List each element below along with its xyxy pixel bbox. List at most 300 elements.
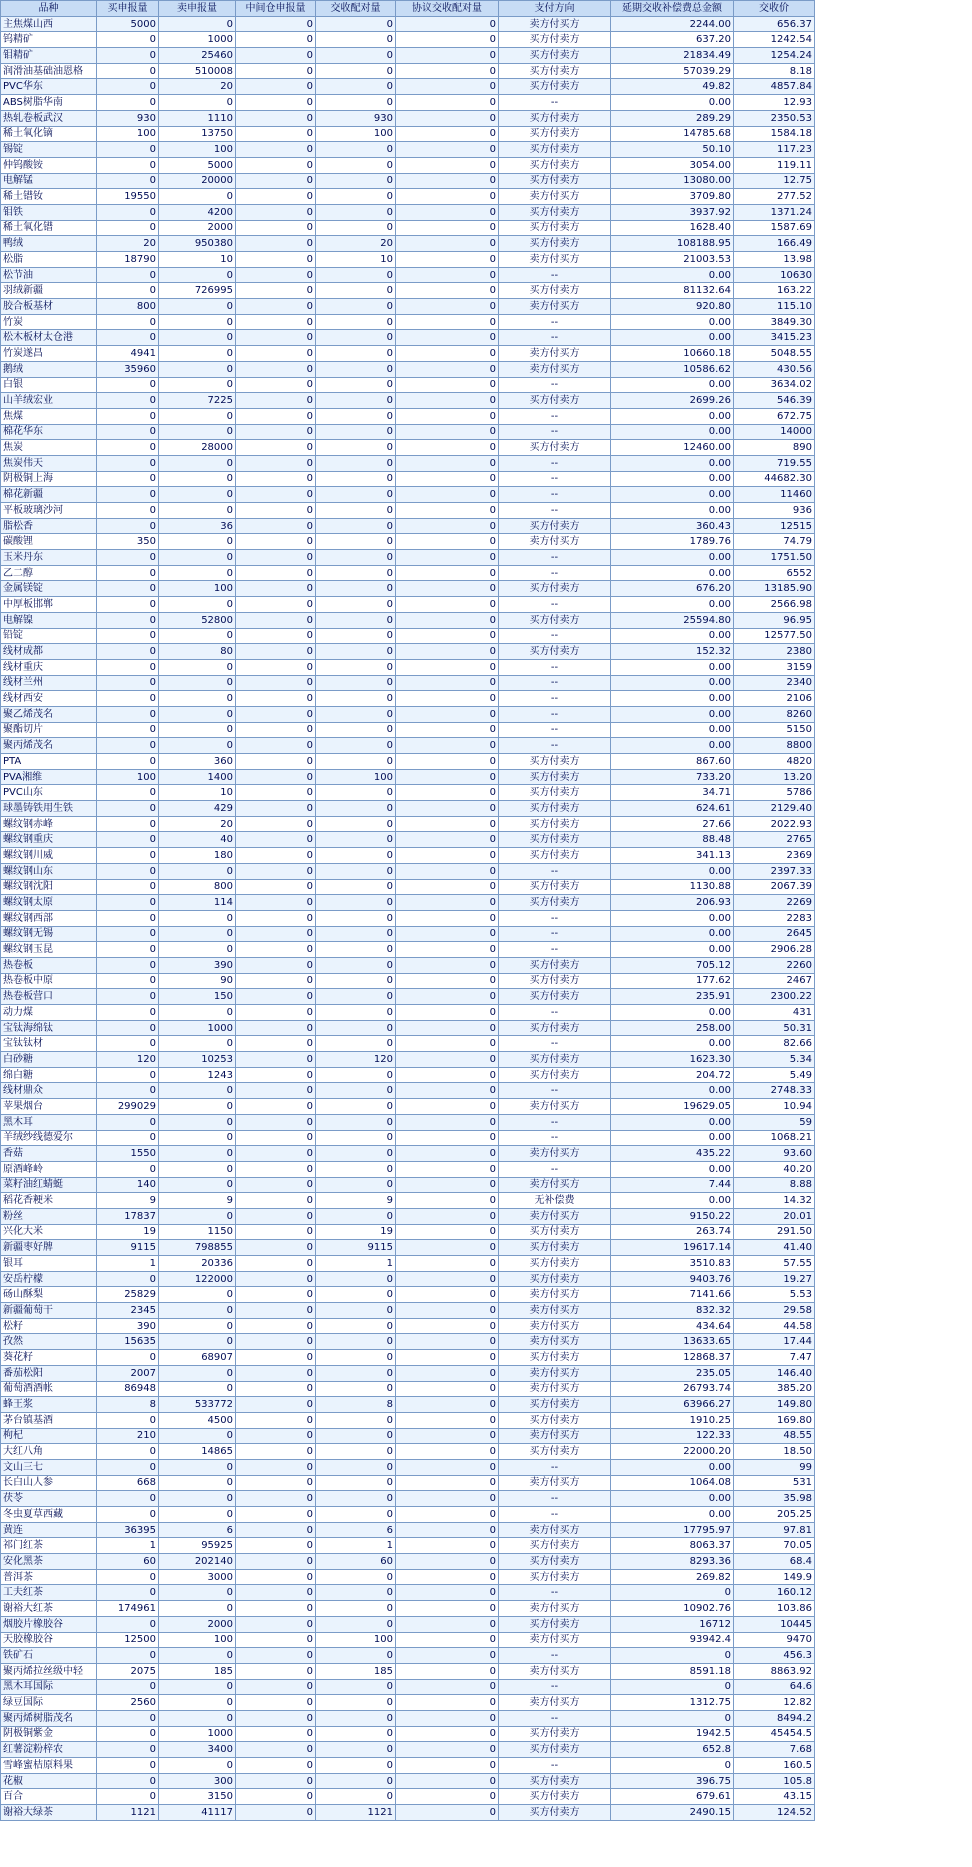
cell-col-product: 普洱茶 <box>1 1569 97 1585</box>
cell-col-price: 70.05 <box>734 1538 815 1554</box>
table-row <box>1 534 815 550</box>
cell-col-match-qty: 0 <box>316 1459 396 1475</box>
cell-col-pay-direction: 买方付卖方 <box>499 1020 611 1036</box>
cell-col-pay-direction: 买方付卖方 <box>499 1224 611 1240</box>
cell-col-buy-qty: 0 <box>97 754 159 770</box>
cell-col-match-qty: 19 <box>316 1224 396 1240</box>
cell-col-price: 12.93 <box>734 95 815 111</box>
cell-col-price: 431 <box>734 1005 815 1021</box>
cell-col-price: 160.5 <box>734 1758 815 1774</box>
cell-col-mid-qty: 0 <box>236 1208 316 1224</box>
cell-col-agreement-qty: 0 <box>396 471 499 487</box>
cell-col-sell-qty: 180 <box>159 848 236 864</box>
cell-col-compensation: 360.43 <box>611 518 734 534</box>
cell-col-agreement-qty: 0 <box>396 440 499 456</box>
cell-col-compensation: 152.32 <box>611 644 734 660</box>
cell-col-mid-qty: 0 <box>236 346 316 362</box>
cell-col-buy-qty: 0 <box>97 675 159 691</box>
table-row <box>1 1569 815 1585</box>
cell-col-match-qty: 0 <box>316 189 396 205</box>
cell-col-price: 5.53 <box>734 1287 815 1303</box>
cell-col-price: 10445 <box>734 1616 815 1632</box>
table-row <box>1 1365 815 1381</box>
cell-col-match-qty: 0 <box>316 1130 396 1146</box>
cell-col-match-qty: 0 <box>316 659 396 675</box>
cell-col-sell-qty: 95925 <box>159 1538 236 1554</box>
cell-col-sell-qty: 0 <box>159 1365 236 1381</box>
cell-col-agreement-qty: 0 <box>396 1397 499 1413</box>
cell-col-pay-direction: -- <box>499 926 611 942</box>
cell-col-mid-qty: 0 <box>236 1742 316 1758</box>
cell-col-mid-qty: 0 <box>236 1036 316 1052</box>
cell-col-match-qty: 0 <box>316 95 396 111</box>
cell-col-pay-direction: 买方付卖方 <box>499 173 611 189</box>
table-row <box>1 1114 815 1130</box>
cell-col-pay-direction: 买方付卖方 <box>499 393 611 409</box>
cell-col-price: 50.31 <box>734 1020 815 1036</box>
cell-col-compensation: 13080.00 <box>611 173 734 189</box>
cell-col-mid-qty: 0 <box>236 1256 316 1272</box>
cell-col-product: 热卷板营口 <box>1 989 97 1005</box>
table-row <box>1 769 815 785</box>
cell-col-agreement-qty: 0 <box>396 503 499 519</box>
cell-col-compensation: 0.00 <box>611 377 734 393</box>
cell-col-product: 螺纹钢无锡 <box>1 926 97 942</box>
cell-col-match-qty: 0 <box>316 1287 396 1303</box>
cell-col-match-qty: 0 <box>316 1365 396 1381</box>
cell-col-match-qty: 0 <box>316 848 396 864</box>
cell-col-price: 2397.33 <box>734 863 815 879</box>
cell-col-product: 羽绒新疆 <box>1 283 97 299</box>
cell-col-mid-qty: 0 <box>236 1114 316 1130</box>
cell-col-agreement-qty: 0 <box>396 1522 499 1538</box>
cell-col-price: 12.75 <box>734 173 815 189</box>
cell-col-product: 枸杞 <box>1 1428 97 1444</box>
cell-col-mid-qty: 0 <box>236 1569 316 1585</box>
cell-col-price: 4857.84 <box>734 79 815 95</box>
cell-col-agreement-qty: 0 <box>396 1005 499 1021</box>
cell-col-product: 聚丙烯拉丝级中轻 <box>1 1663 97 1679</box>
cell-col-compensation: 3709.80 <box>611 189 734 205</box>
cell-col-pay-direction: 卖方付买方 <box>499 1334 611 1350</box>
cell-col-sell-qty: 0 <box>159 1161 236 1177</box>
cell-col-agreement-qty: 0 <box>396 1334 499 1350</box>
cell-col-buy-qty: 0 <box>97 1726 159 1742</box>
cell-col-price: 40.20 <box>734 1161 815 1177</box>
header-col-product: 品种 <box>1 1 97 17</box>
table-row <box>1 455 815 471</box>
cell-col-compensation: 25594.80 <box>611 612 734 628</box>
cell-col-agreement-qty: 0 <box>396 1805 499 1821</box>
cell-col-agreement-qty: 0 <box>396 252 499 268</box>
cell-col-sell-qty: 0 <box>159 424 236 440</box>
cell-col-sell-qty: 0 <box>159 503 236 519</box>
cell-col-product: 稀土镨钕 <box>1 189 97 205</box>
cell-col-mid-qty: 0 <box>236 691 316 707</box>
cell-col-price: 8800 <box>734 738 815 754</box>
table-row <box>1 1475 815 1491</box>
cell-col-product: PVC华东 <box>1 79 97 95</box>
cell-col-sell-qty: 100 <box>159 1632 236 1648</box>
table-row <box>1 1522 815 1538</box>
table-row <box>1 283 815 299</box>
table-row <box>1 863 815 879</box>
cell-col-match-qty: 20 <box>316 236 396 252</box>
cell-col-pay-direction: 卖方付买方 <box>499 1381 611 1397</box>
table-row <box>1 16 815 32</box>
cell-col-product: 玉米丹东 <box>1 550 97 566</box>
cell-col-pay-direction: -- <box>499 487 611 503</box>
cell-col-match-qty: 0 <box>316 503 396 519</box>
cell-col-buy-qty: 0 <box>97 1005 159 1021</box>
cell-col-match-qty: 0 <box>316 957 396 973</box>
table-row <box>1 628 815 644</box>
cell-col-buy-qty: 0 <box>97 581 159 597</box>
cell-col-agreement-qty: 0 <box>396 1256 499 1272</box>
cell-col-buy-qty: 668 <box>97 1475 159 1491</box>
table-row <box>1 1350 815 1366</box>
cell-col-product: 红薯淀粉梓农 <box>1 1742 97 1758</box>
table-row <box>1 314 815 330</box>
cell-col-compensation: 81132.64 <box>611 283 734 299</box>
cell-col-buy-qty: 0 <box>97 220 159 236</box>
cell-col-buy-qty: 0 <box>97 801 159 817</box>
cell-col-product: 香菇 <box>1 1146 97 1162</box>
cell-col-price: 14000 <box>734 424 815 440</box>
cell-col-pay-direction: 买方付卖方 <box>499 63 611 79</box>
cell-col-mid-qty: 0 <box>236 16 316 32</box>
cell-col-buy-qty: 0 <box>97 377 159 393</box>
cell-col-product: 棉花新疆 <box>1 487 97 503</box>
cell-col-compensation: 9403.76 <box>611 1271 734 1287</box>
cell-col-compensation: 0.00 <box>611 691 734 707</box>
cell-col-product: 螺纹钢山东 <box>1 863 97 879</box>
cell-col-pay-direction: 买方付卖方 <box>499 957 611 973</box>
cell-col-sell-qty: 0 <box>159 299 236 315</box>
table-row <box>1 848 815 864</box>
cell-col-buy-qty: 60 <box>97 1554 159 1570</box>
cell-col-match-qty: 9 <box>316 1193 396 1209</box>
cell-col-price: 105.8 <box>734 1773 815 1789</box>
table-row <box>1 1146 815 1162</box>
cell-col-match-qty: 0 <box>316 628 396 644</box>
cell-col-pay-direction: 买方付卖方 <box>499 1726 611 1742</box>
cell-col-compensation: 705.12 <box>611 957 734 973</box>
cell-col-product: ABS树脂华南 <box>1 95 97 111</box>
cell-col-compensation: 0.00 <box>611 738 734 754</box>
cell-col-buy-qty: 350 <box>97 534 159 550</box>
cell-col-pay-direction: 卖方付买方 <box>499 1632 611 1648</box>
cell-col-match-qty: 0 <box>316 1114 396 1130</box>
cell-col-price: 3159 <box>734 659 815 675</box>
table-row <box>1 1067 815 1083</box>
cell-col-buy-qty: 0 <box>97 487 159 503</box>
cell-col-mid-qty: 0 <box>236 644 316 660</box>
cell-col-pay-direction: -- <box>499 863 611 879</box>
cell-col-agreement-qty: 0 <box>396 722 499 738</box>
cell-col-compensation: 8063.37 <box>611 1538 734 1554</box>
cell-col-agreement-qty: 0 <box>396 220 499 236</box>
cell-col-agreement-qty: 0 <box>396 550 499 566</box>
cell-col-pay-direction: -- <box>499 1083 611 1099</box>
cell-col-pay-direction: 卖方付买方 <box>499 1146 611 1162</box>
table-row <box>1 48 815 64</box>
cell-col-buy-qty: 4941 <box>97 346 159 362</box>
cell-col-sell-qty: 0 <box>159 722 236 738</box>
cell-col-product: 阴极铜上海 <box>1 471 97 487</box>
cell-col-sell-qty: 1000 <box>159 1020 236 1036</box>
cell-col-compensation: 0.00 <box>611 1491 734 1507</box>
cell-col-match-qty: 0 <box>316 1789 396 1805</box>
cell-col-product: 茯苓 <box>1 1491 97 1507</box>
table-row <box>1 1789 815 1805</box>
cell-col-mid-qty: 0 <box>236 1397 316 1413</box>
cell-col-pay-direction: -- <box>499 1679 611 1695</box>
cell-col-agreement-qty: 0 <box>396 79 499 95</box>
cell-col-price: 12515 <box>734 518 815 534</box>
cell-col-product: 锡锭 <box>1 142 97 158</box>
table-row <box>1 722 815 738</box>
cell-col-mid-qty: 0 <box>236 48 316 64</box>
cell-col-pay-direction: 买方付卖方 <box>499 848 611 864</box>
cell-col-compensation: 1130.88 <box>611 879 734 895</box>
cell-col-product: 安岳柠檬 <box>1 1271 97 1287</box>
cell-col-match-qty: 0 <box>316 989 396 1005</box>
cell-col-mid-qty: 0 <box>236 754 316 770</box>
cell-col-pay-direction: 买方付卖方 <box>499 1773 611 1789</box>
cell-col-agreement-qty: 0 <box>396 1067 499 1083</box>
cell-col-sell-qty: 0 <box>159 1303 236 1319</box>
cell-col-agreement-qty: 0 <box>396 330 499 346</box>
cell-col-buy-qty: 0 <box>97 393 159 409</box>
cell-col-mid-qty: 0 <box>236 126 316 142</box>
cell-col-buy-qty: 0 <box>97 471 159 487</box>
cell-col-match-qty: 0 <box>316 393 396 409</box>
cell-col-product: 白砂糖 <box>1 1052 97 1068</box>
cell-col-match-qty: 0 <box>316 612 396 628</box>
cell-col-compensation: 21834.49 <box>611 48 734 64</box>
cell-col-buy-qty: 25829 <box>97 1287 159 1303</box>
cell-col-mid-qty: 0 <box>236 1020 316 1036</box>
cell-col-agreement-qty: 0 <box>396 942 499 958</box>
cell-col-mid-qty: 0 <box>236 1616 316 1632</box>
cell-col-compensation: 1064.08 <box>611 1475 734 1491</box>
cell-col-agreement-qty: 0 <box>396 863 499 879</box>
cell-col-match-qty: 0 <box>316 1177 396 1193</box>
table-row <box>1 942 815 958</box>
cell-col-mid-qty: 0 <box>236 79 316 95</box>
cell-col-pay-direction: 卖方付买方 <box>499 252 611 268</box>
cell-col-pay-direction: -- <box>499 565 611 581</box>
cell-col-pay-direction: 买方付卖方 <box>499 1350 611 1366</box>
cell-col-match-qty: 0 <box>316 816 396 832</box>
cell-col-match-qty: 0 <box>316 48 396 64</box>
table-row <box>1 440 815 456</box>
cell-col-match-qty: 0 <box>316 691 396 707</box>
cell-col-product: 原酒峰岭 <box>1 1161 97 1177</box>
cell-col-compensation: 10660.18 <box>611 346 734 362</box>
cell-col-price: 8.18 <box>734 63 815 79</box>
cell-col-pay-direction: -- <box>499 738 611 754</box>
cell-col-sell-qty: 1150 <box>159 1224 236 1240</box>
cell-col-mid-qty: 0 <box>236 204 316 220</box>
cell-col-product: 铁矿石 <box>1 1648 97 1664</box>
cell-col-pay-direction: 卖方付买方 <box>499 189 611 205</box>
cell-col-agreement-qty: 0 <box>396 706 499 722</box>
cell-col-match-qty: 0 <box>316 550 396 566</box>
cell-col-price: 2467 <box>734 973 815 989</box>
cell-col-match-qty: 10 <box>316 252 396 268</box>
cell-col-sell-qty: 100 <box>159 581 236 597</box>
cell-col-product: 螺纹钢太原 <box>1 895 97 911</box>
table-row <box>1 1412 815 1428</box>
cell-col-pay-direction: -- <box>499 1710 611 1726</box>
cell-col-match-qty: 0 <box>316 220 396 236</box>
cell-col-product: PTA <box>1 754 97 770</box>
cell-col-buy-qty: 0 <box>97 1789 159 1805</box>
cell-col-pay-direction: 买方付卖方 <box>499 110 611 126</box>
cell-col-match-qty: 0 <box>316 267 396 283</box>
cell-col-agreement-qty: 0 <box>396 1365 499 1381</box>
cell-col-product: 球墨铸铁用生铁 <box>1 801 97 817</box>
header-col-buy-qty: 买申报量 <box>97 1 159 17</box>
cell-col-price: 44.58 <box>734 1318 815 1334</box>
cell-col-match-qty: 0 <box>316 283 396 299</box>
cell-col-product: 竹炭遂昌 <box>1 346 97 362</box>
cell-col-sell-qty: 0 <box>159 1208 236 1224</box>
cell-col-price: 1584.18 <box>734 126 815 142</box>
cell-col-product: 白银 <box>1 377 97 393</box>
cell-col-price: 29.58 <box>734 1303 815 1319</box>
cell-col-product: 菜籽油红蜻蜓 <box>1 1177 97 1193</box>
cell-col-price: 44682.30 <box>734 471 815 487</box>
cell-col-sell-qty: 0 <box>159 534 236 550</box>
cell-col-agreement-qty: 0 <box>396 1758 499 1774</box>
cell-col-match-qty: 0 <box>316 581 396 597</box>
cell-col-sell-qty: 0 <box>159 1585 236 1601</box>
cell-col-product: 螺纹钢西部 <box>1 910 97 926</box>
cell-col-buy-qty: 1550 <box>97 1146 159 1162</box>
cell-col-match-qty: 0 <box>316 204 396 220</box>
cell-col-price: 10630 <box>734 267 815 283</box>
cell-col-compensation: 0.00 <box>611 550 734 566</box>
header-row <box>1 1 815 17</box>
cell-col-buy-qty: 0 <box>97 597 159 613</box>
table-row <box>1 1224 815 1240</box>
cell-col-compensation: 206.93 <box>611 895 734 911</box>
cell-col-compensation: 1910.25 <box>611 1412 734 1428</box>
cell-col-product: 铅锭 <box>1 628 97 644</box>
cell-col-pay-direction: 买方付卖方 <box>499 48 611 64</box>
cell-col-pay-direction: 买方付卖方 <box>499 1554 611 1570</box>
cell-col-buy-qty: 0 <box>97 722 159 738</box>
cell-col-sell-qty: 0 <box>159 361 236 377</box>
cell-col-match-qty: 0 <box>316 895 396 911</box>
cell-col-price: 93.60 <box>734 1146 815 1162</box>
table-row <box>1 910 815 926</box>
cell-col-buy-qty: 2345 <box>97 1303 159 1319</box>
cell-col-price: 9470 <box>734 1632 815 1648</box>
cell-col-price: 12577.50 <box>734 628 815 644</box>
cell-col-match-qty: 0 <box>316 754 396 770</box>
table-row <box>1 1240 815 1256</box>
cell-col-buy-qty: 390 <box>97 1318 159 1334</box>
cell-col-price: 160.12 <box>734 1585 815 1601</box>
cell-col-mid-qty: 0 <box>236 659 316 675</box>
cell-col-price: 74.79 <box>734 534 815 550</box>
cell-col-buy-qty: 174961 <box>97 1601 159 1617</box>
cell-col-mid-qty: 0 <box>236 1177 316 1193</box>
cell-col-agreement-qty: 0 <box>396 1491 499 1507</box>
cell-col-price: 2300.22 <box>734 989 815 1005</box>
cell-col-compensation: 0.00 <box>611 503 734 519</box>
table-row <box>1 989 815 1005</box>
cell-col-buy-qty: 0 <box>97 973 159 989</box>
cell-col-price: 672.75 <box>734 408 815 424</box>
cell-col-mid-qty: 0 <box>236 1303 316 1319</box>
cell-col-pay-direction: 卖方付买方 <box>499 1099 611 1115</box>
cell-col-product: 乙二醇 <box>1 565 97 581</box>
cell-col-pay-direction: 买方付卖方 <box>499 1240 611 1256</box>
cell-col-price: 656.37 <box>734 16 815 32</box>
cell-col-agreement-qty: 0 <box>396 518 499 534</box>
table-row <box>1 1444 815 1460</box>
cell-col-product: 动力煤 <box>1 1005 97 1021</box>
cell-col-agreement-qty: 0 <box>396 16 499 32</box>
cell-col-sell-qty: 1243 <box>159 1067 236 1083</box>
cell-col-price: 41.40 <box>734 1240 815 1256</box>
table-row <box>1 299 815 315</box>
cell-col-pay-direction: -- <box>499 550 611 566</box>
cell-col-agreement-qty: 0 <box>396 754 499 770</box>
table-row <box>1 675 815 691</box>
cell-col-sell-qty: 950380 <box>159 236 236 252</box>
cell-col-mid-qty: 0 <box>236 173 316 189</box>
cell-col-price: 546.39 <box>734 393 815 409</box>
cell-col-mid-qty: 0 <box>236 769 316 785</box>
cell-col-price: 2129.40 <box>734 801 815 817</box>
table-row <box>1 63 815 79</box>
cell-col-product: 平板玻璃沙河 <box>1 503 97 519</box>
table-row <box>1 189 815 205</box>
cell-col-agreement-qty: 0 <box>396 1601 499 1617</box>
cell-col-price: 2260 <box>734 957 815 973</box>
cell-col-price: 149.80 <box>734 1397 815 1413</box>
cell-col-price: 5786 <box>734 785 815 801</box>
cell-col-match-qty: 0 <box>316 424 396 440</box>
cell-col-mid-qty: 0 <box>236 95 316 111</box>
cell-col-pay-direction: -- <box>499 691 611 707</box>
cell-col-product: 百合 <box>1 1789 97 1805</box>
cell-col-match-qty: 8 <box>316 1397 396 1413</box>
cell-col-pay-direction: 卖方付买方 <box>499 1695 611 1711</box>
cell-col-compensation: 1789.76 <box>611 534 734 550</box>
cell-col-match-qty: 0 <box>316 471 396 487</box>
cell-col-compensation: 0.00 <box>611 628 734 644</box>
cell-col-compensation: 0.00 <box>611 1130 734 1146</box>
cell-col-buy-qty: 0 <box>97 942 159 958</box>
cell-col-mid-qty: 0 <box>236 330 316 346</box>
cell-col-compensation: 832.32 <box>611 1303 734 1319</box>
cell-col-pay-direction: 卖方付买方 <box>499 1601 611 1617</box>
cell-col-sell-qty: 0 <box>159 408 236 424</box>
cell-col-mid-qty: 0 <box>236 1161 316 1177</box>
cell-col-sell-qty: 202140 <box>159 1554 236 1570</box>
table-row <box>1 801 815 817</box>
cell-col-agreement-qty: 0 <box>396 1632 499 1648</box>
cell-col-price: 48.55 <box>734 1428 815 1444</box>
cell-col-mid-qty: 0 <box>236 1522 316 1538</box>
